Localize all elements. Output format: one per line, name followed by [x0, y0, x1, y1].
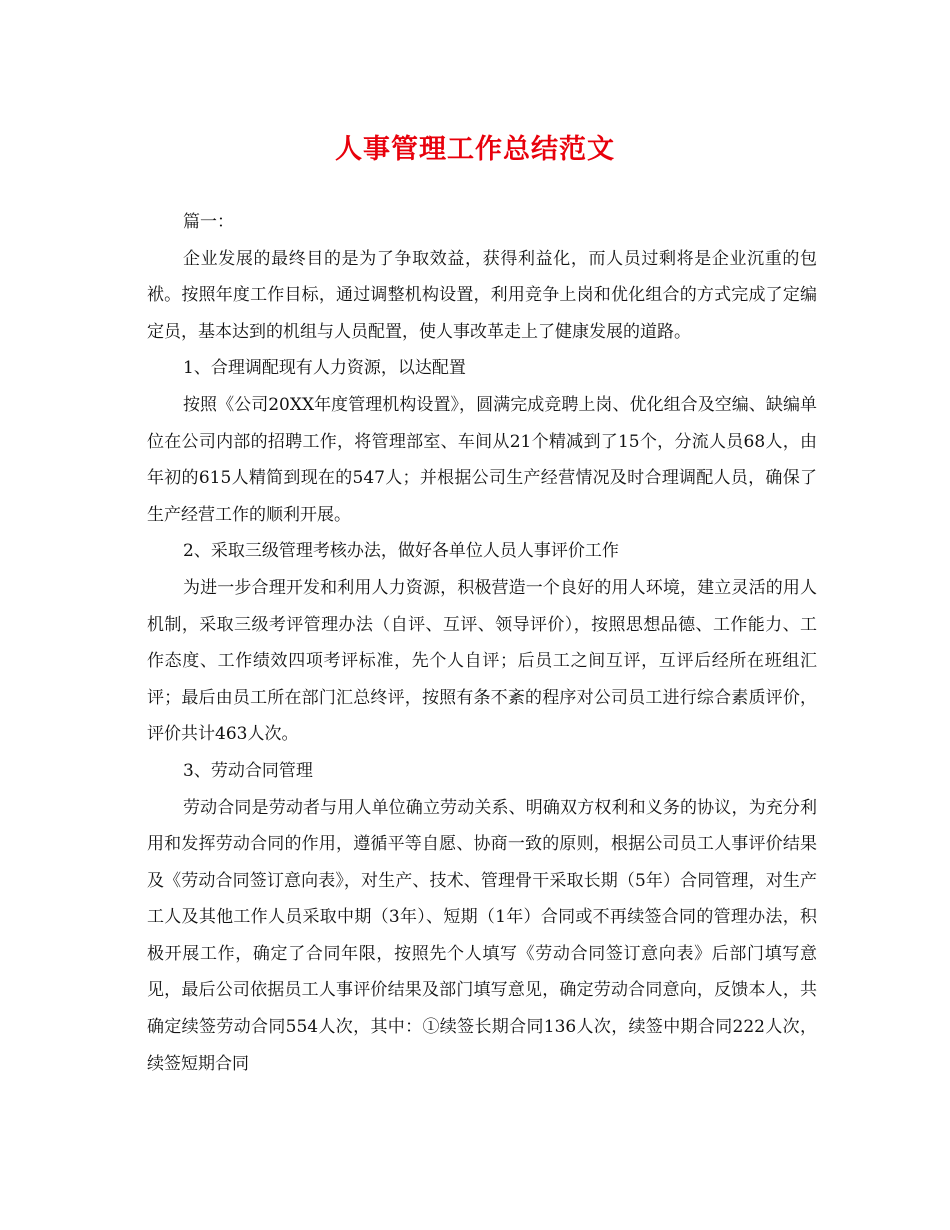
paragraph: 按照《公司20XX年度管理机构设置》，圆满完成竞聘上岗、优化组合及空编、缺编单位在公司内部的招聘工作，将管理部室、车间从21个精减到了15个，分流人员68人，由年初的615人精简到现在的547人；并根据公司生产经营情况及时合理调配人员，确保了生产经营工作的顺利开展。 [147, 394, 817, 525]
section-heading: 2、采取三级管理考核办法，做好各单位人员人事评价工作 [183, 541, 619, 562]
document-body [147, 204, 817, 1082]
section-label: 篇一： [183, 212, 234, 232]
paragraph: 劳动合同是劳动者与用人单位确立劳动关系、明确双方权利和义务的协议，为充分利用和发挥劳动合同的作用，遵循平等自愿、协商一致的原则，根据公司员工人事评价结果及《劳动合同签订意向表》，对生产、技术、管理骨干采取长期（5年）合同管理，对生产工人及其他工作人员采取中期（3年）、短期（1年）合同或不再续签合同的管理办法，积极开展工作，确定了合同年限，按照先个人填写《劳动合同签订意向表》后部门填写意见，最后公司依据员工人事评价结果及部门填写意见，确定劳动合同意向，反馈本人，共确定续签劳动合同554人次，其中：①续签长期合同136人次，续签中期合同222人次，续签短期合同 [147, 797, 817, 1074]
paragraph: 企业发展的最终目的是为了争取效益，获得利益化，而人员过剩将是企业沉重的包袱。按照年度工作目标，通过调整机构设置，利用竞争上岗和优化组合的方式完成了定编定员，基本达到的机组与人员配置，使人事改革走上了健康发展的道路。 [147, 248, 817, 342]
paragraph: 为进一步合理开发和利用人力资源，积极营造一个良好的用人环境，建立灵活的用人机制，采取三级考评管理办法（自评、互评、领导评价），按照思想品德、工作能力、工作态度、工作绩效四项考评标准，先个人自评；后员工之间互评，互评后经所在班组汇评；最后由员工所在部门汇总终评，按照有条不紊的程序对公司员工进行综合素质评价，评价共计463人次。 [147, 577, 817, 745]
document-title: 人事管理工作总结范文 [335, 134, 615, 165]
section-heading: 1、合理调配现有人力资源，以达配置 [183, 358, 466, 379]
section-heading: 3、劳动合同管理 [183, 760, 313, 781]
